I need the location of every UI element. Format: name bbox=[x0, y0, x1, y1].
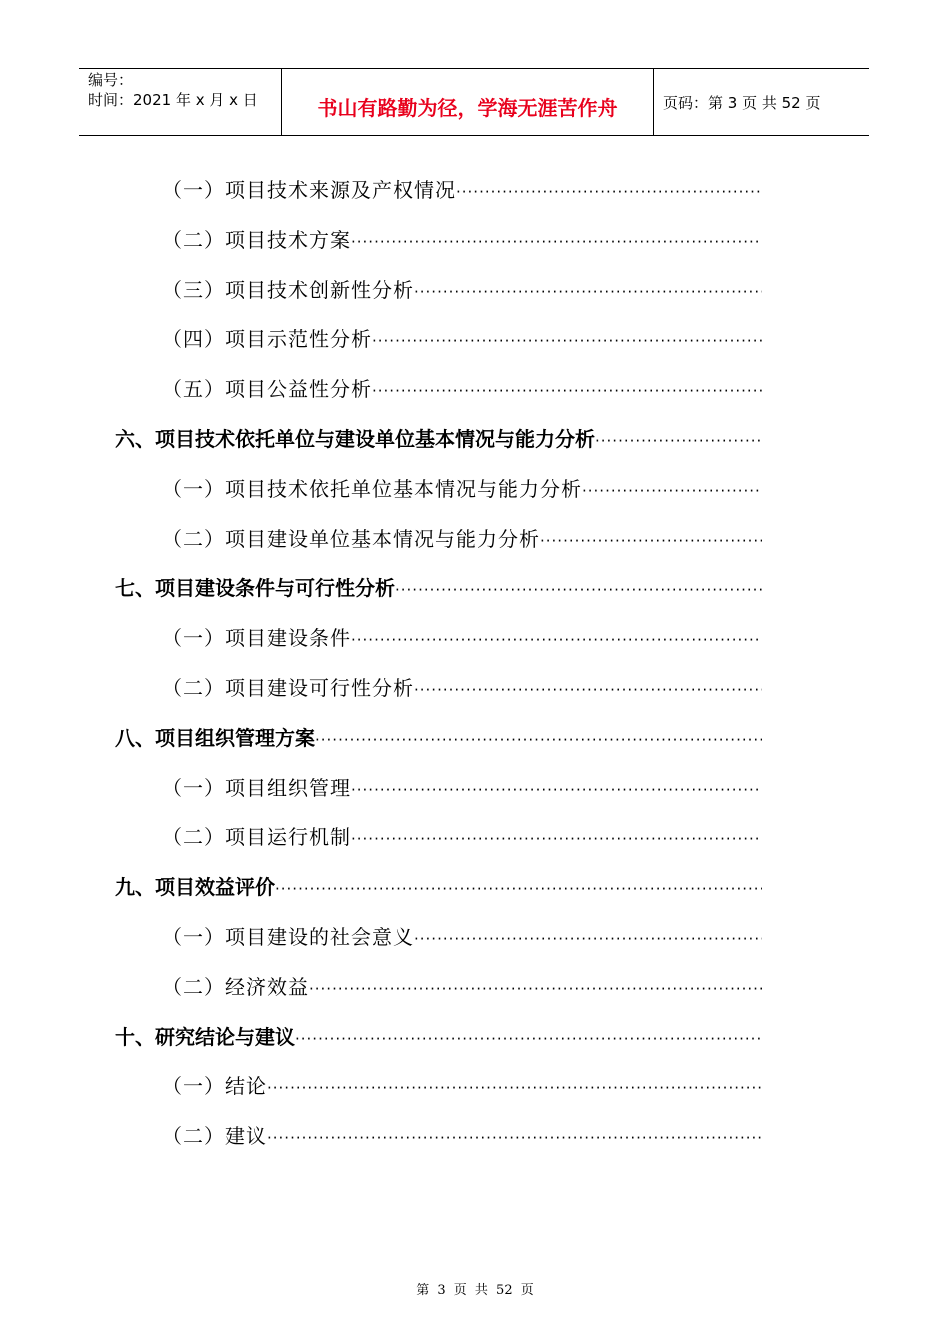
toc-entry-title: 七、项目建设条件与可行性分析 bbox=[115, 576, 395, 600]
toc-entry-title: （二）项目技术方案 bbox=[162, 228, 351, 252]
toc-entry-title: （二）项目建设可行性分析 bbox=[162, 676, 414, 700]
toc-section-entry bbox=[162, 227, 762, 253]
toc-dot-leader bbox=[456, 179, 762, 205]
toc-dot-leader bbox=[351, 777, 762, 803]
toc-dot-leader bbox=[295, 1026, 762, 1052]
toc-dot-leader bbox=[540, 528, 762, 554]
toc-entry-title: （一）结论 bbox=[162, 1074, 267, 1098]
toc-chapter-entry bbox=[115, 725, 762, 751]
toc-dot-leader bbox=[351, 826, 762, 852]
toc-dot-leader bbox=[582, 478, 762, 504]
header-time-label: 时间：2021 年 x 月 x 日 bbox=[88, 91, 258, 109]
toc-entry-title: （一）项目技术依托单位基本情况与能力分析 bbox=[162, 477, 582, 501]
toc-chapter-entry bbox=[115, 426, 762, 452]
toc-dot-leader bbox=[275, 876, 762, 902]
toc-section-entry bbox=[162, 775, 762, 801]
toc-chapter-entry bbox=[115, 575, 762, 601]
toc-dot-leader bbox=[372, 378, 762, 404]
toc-entry-title: （二）经济效益 bbox=[162, 975, 309, 999]
toc-dot-leader bbox=[267, 1125, 762, 1151]
toc-section-entry bbox=[162, 924, 762, 950]
toc-section-entry bbox=[162, 177, 762, 203]
toc-section-entry bbox=[162, 277, 762, 303]
toc-section-entry bbox=[162, 625, 762, 651]
header-bottom-rule bbox=[79, 135, 869, 136]
header-number-label: 编号： bbox=[88, 71, 134, 89]
toc-dot-leader bbox=[267, 1075, 762, 1101]
toc-dot-leader bbox=[315, 727, 762, 753]
toc-entry-title: 九、项目效益评价 bbox=[115, 875, 275, 899]
toc-dot-leader bbox=[395, 577, 762, 603]
toc-section-entry bbox=[162, 476, 762, 502]
toc-dot-leader bbox=[372, 328, 762, 354]
header-page-info: 页码：第 3 页 共 52 页 bbox=[663, 94, 821, 112]
toc-entry-title: 十、研究结论与建议 bbox=[115, 1025, 295, 1049]
toc-section-entry bbox=[162, 1123, 762, 1149]
page-footer: 第 3 页 共 52 页 bbox=[416, 1283, 534, 1298]
toc-dot-leader bbox=[351, 627, 762, 653]
toc-entry-title: （二）项目建设单位基本情况与能力分析 bbox=[162, 527, 540, 551]
toc-entry-title: （四）项目示范性分析 bbox=[162, 327, 372, 351]
toc-entry-title: （一）项目建设的社会意义 bbox=[162, 925, 414, 949]
toc-entry-title: （二）建议 bbox=[162, 1124, 267, 1148]
header-motto: 书山有路勤为径，学海无涯苦作舟 bbox=[317, 96, 618, 120]
header-divider-right bbox=[653, 68, 654, 135]
toc-chapter-entry bbox=[115, 1024, 762, 1050]
toc-entry-title: （一）项目组织管理 bbox=[162, 776, 351, 800]
toc-entry-title: （三）项目技术创新性分析 bbox=[162, 278, 414, 302]
toc-entry-title: （一）项目建设条件 bbox=[162, 626, 351, 650]
header-top-rule bbox=[79, 68, 869, 69]
toc-dot-leader bbox=[414, 677, 762, 703]
toc-chapter-entry bbox=[115, 874, 762, 900]
toc-section-entry bbox=[162, 974, 762, 1000]
toc-section-entry bbox=[162, 675, 762, 701]
toc-dot-leader bbox=[414, 279, 762, 305]
toc-dot-leader bbox=[309, 976, 762, 1002]
toc-entry-title: 八、项目组织管理方案 bbox=[115, 726, 315, 750]
toc-section-entry bbox=[162, 326, 762, 352]
toc-section-entry bbox=[162, 376, 762, 402]
toc-section-entry bbox=[162, 824, 762, 850]
toc-dot-leader bbox=[351, 229, 762, 255]
toc-section-entry bbox=[162, 1073, 762, 1099]
toc-entry-title: （一）项目技术来源及产权情况 bbox=[162, 178, 456, 202]
toc-dot-leader bbox=[595, 428, 762, 454]
toc-entry-title: （二）项目运行机制 bbox=[162, 825, 351, 849]
toc-dot-leader bbox=[414, 926, 762, 952]
toc-entry-title: 六、项目技术依托单位与建设单位基本情况与能力分析 bbox=[115, 427, 595, 451]
toc-section-entry bbox=[162, 526, 762, 552]
toc-entry-title: （五）项目公益性分析 bbox=[162, 377, 372, 401]
